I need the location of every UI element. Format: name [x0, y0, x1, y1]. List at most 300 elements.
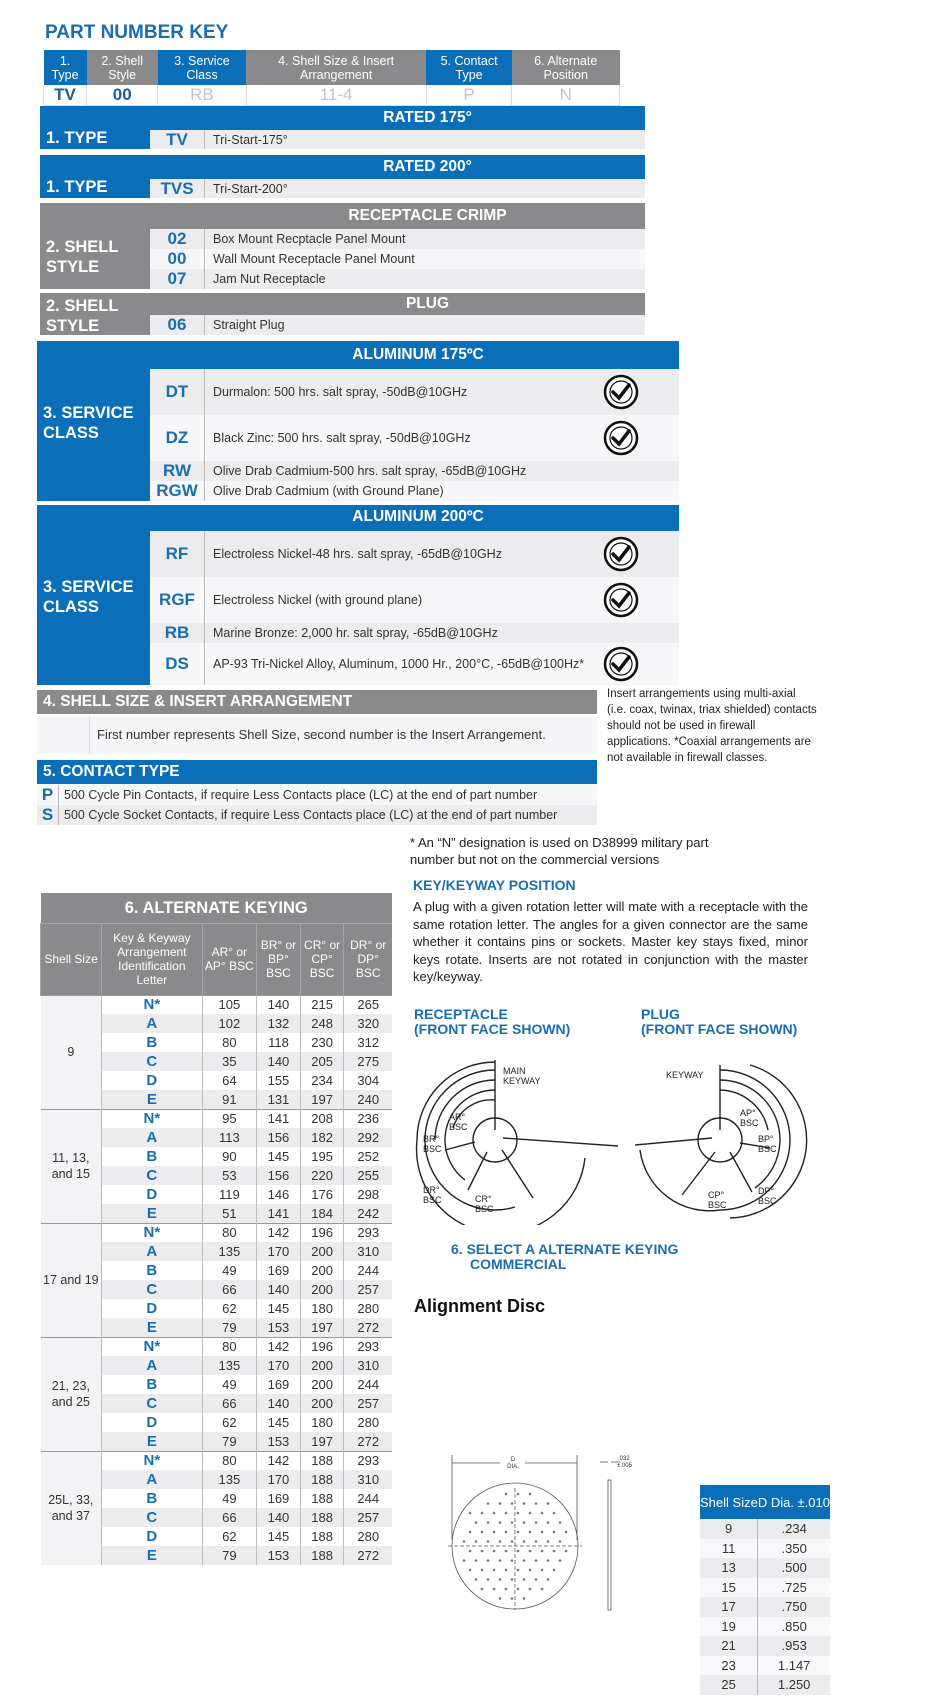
keying-letter: N* [102, 1223, 202, 1242]
keying-angle: 195 [300, 1147, 344, 1166]
disc-hole [535, 1559, 538, 1562]
keying-letter: B [102, 1147, 202, 1166]
keying-angle: 140 [257, 995, 301, 1014]
keying-letter: A [102, 1014, 202, 1033]
disc-hole [559, 1521, 562, 1524]
keying-angle: 140 [257, 1052, 301, 1071]
disc-hole [505, 1512, 508, 1515]
label-line: 3. SERVICE [43, 404, 134, 422]
disc-hole [517, 1569, 520, 1572]
diagram-label: BSC [758, 1196, 777, 1206]
code-value: RW [150, 461, 205, 481]
keying-letter: B [102, 1261, 202, 1280]
disc-hole [553, 1512, 556, 1515]
keying-angle: 275 [344, 1052, 392, 1071]
disc-hole [493, 1588, 496, 1591]
label-line: CLASS [43, 424, 99, 442]
disc-row [700, 1539, 830, 1559]
disc-diameter: 1.250 [758, 1675, 830, 1695]
rohs-check-icon [603, 646, 639, 682]
keying-angle: 234 [300, 1071, 344, 1090]
diagram-label: BSC [423, 1195, 442, 1205]
keying-angle: 293 [344, 1337, 392, 1356]
disc-hole [499, 1578, 502, 1581]
disc-shell-size: 25 [700, 1675, 758, 1695]
disc-hole [565, 1531, 568, 1534]
pnk-column-header: 1. Type [44, 50, 87, 85]
section-label: 1. TYPE [46, 129, 108, 147]
disc-hole [469, 1512, 472, 1515]
diagram-label: DR° [423, 1185, 440, 1195]
disc-shell-size: 19 [700, 1617, 758, 1637]
label-line: STYLE [46, 258, 100, 276]
keying-angle: 230 [300, 1033, 344, 1052]
contact-description: 500 Cycle Pin Contacts, if require Less Contacts place (LC) at the end of part number [64, 788, 538, 802]
disc-hole [469, 1569, 472, 1572]
thickness-label: ±.005 [617, 1463, 632, 1469]
dimension-label: DIA. [507, 1464, 519, 1470]
keying-angle: 135 [202, 1356, 257, 1375]
disc-hole [475, 1578, 478, 1581]
shell-size-group: 21, 23, and 25 [41, 1337, 102, 1451]
keying-angle: 280 [344, 1527, 392, 1546]
keying-angle: 320 [344, 1014, 392, 1033]
keying-angle: 248 [300, 1014, 344, 1033]
keying-angle: 293 [344, 1451, 392, 1470]
disc-hole [511, 1559, 514, 1562]
keying-angle: 176 [300, 1185, 344, 1204]
code-description: Tri-Start-200° [213, 181, 288, 196]
alignment-disc-title: Alignment Disc [414, 1296, 546, 1316]
keying-column-header: BR° or BP° BSC [257, 923, 301, 995]
keying-title: 6. ALTERNATE KEYING [41, 893, 393, 923]
code-row [150, 415, 679, 461]
diagram-label: BSC [708, 1200, 727, 1210]
label-line: 2. SHELL [46, 297, 119, 315]
alignment-disc-drawing [440, 1450, 610, 1620]
keying-angle: 142 [257, 1451, 301, 1470]
title-line: PLUG [641, 1006, 680, 1022]
disc-hole [517, 1493, 520, 1496]
section-label [46, 237, 118, 277]
code-row [150, 269, 645, 289]
title-line: RECEPTACLE [414, 1006, 508, 1022]
keying-angle: 240 [344, 1090, 392, 1109]
shell-size-body [37, 716, 597, 754]
label-line: STYLE [46, 317, 100, 335]
disc-diameter: .234 [758, 1519, 830, 1539]
disc-hole [541, 1588, 544, 1591]
keying-letter: N* [102, 1337, 202, 1356]
disc-hole [481, 1569, 484, 1572]
keying-angle: 220 [300, 1166, 344, 1185]
keying-angle: 62 [202, 1299, 257, 1318]
disc-hole [547, 1559, 550, 1562]
keying-angle: 188 [300, 1527, 344, 1546]
keying-angle: 66 [202, 1394, 257, 1413]
keying-angle: 135 [202, 1470, 257, 1489]
keying-letter: C [102, 1394, 202, 1413]
keying-letter: A [102, 1242, 202, 1261]
contact-type-rows [37, 785, 597, 825]
keying-angle: 304 [344, 1071, 392, 1090]
keying-angle: 156 [257, 1128, 301, 1147]
code-row [150, 179, 645, 198]
disc-diameter: .750 [758, 1597, 830, 1617]
keying-row [41, 1337, 393, 1356]
disc-hole [505, 1531, 508, 1534]
code-description: Box Mount Recptacle Panel Mount [213, 232, 406, 246]
keying-angle: 272 [344, 1318, 392, 1337]
keying-angle: 145 [257, 1413, 301, 1432]
keying-column-header: AR° or AP° BSC [202, 923, 257, 995]
keying-angle: 244 [344, 1489, 392, 1508]
disc-hole [553, 1531, 556, 1534]
disc-hole [481, 1531, 484, 1534]
keying-angle: 272 [344, 1546, 392, 1565]
keying-angle: 257 [344, 1280, 392, 1299]
keying-angle: 53 [202, 1166, 257, 1185]
keying-angle: 153 [257, 1318, 301, 1337]
keying-letter: N* [102, 1109, 202, 1128]
disc-hole [487, 1559, 490, 1562]
diagram-label: BSC [758, 1144, 777, 1154]
diagram-label: AR° [449, 1112, 466, 1122]
keying-angle: 66 [202, 1280, 257, 1299]
disc-hole [553, 1550, 556, 1553]
keying-angle: 180 [300, 1299, 344, 1318]
disc-shell-size: 15 [700, 1578, 758, 1598]
keying-row [41, 1451, 393, 1470]
disc-hole [529, 1588, 532, 1591]
keying-angle: 64 [202, 1071, 257, 1090]
keying-angle: 197 [300, 1090, 344, 1109]
disc-hole [535, 1502, 538, 1505]
code-description: Straight Plug [213, 318, 285, 332]
code-description: Durmalon: 500 hrs. salt spray, -50dB@10GHz [213, 385, 468, 399]
keying-angle: 310 [344, 1470, 392, 1489]
keying-angle: 310 [344, 1356, 392, 1375]
pnk-column-header: 2. Shell Style [87, 50, 158, 85]
disc-hole [523, 1502, 526, 1505]
disc-hole [547, 1502, 550, 1505]
code-row [150, 623, 679, 643]
shell-size-text: First number represents Shell Size, second number is the Insert Arrangement. [97, 727, 546, 742]
disc-hole [469, 1550, 472, 1553]
keying-angle: 188 [300, 1451, 344, 1470]
keying-column-header: Key & Keyway Arrangement Identification Letter [102, 923, 202, 995]
disc-row [700, 1558, 830, 1578]
disc-hole [499, 1540, 502, 1543]
code-description: Tri-Start-175° [213, 132, 288, 147]
disc-hole [541, 1569, 544, 1572]
keying-angle: 188 [300, 1470, 344, 1489]
disc-hole [517, 1550, 520, 1553]
diagram-label: BSC [423, 1144, 442, 1154]
keying-angle: 170 [257, 1470, 301, 1489]
diagram-label: BR° [423, 1134, 440, 1144]
keying-angle: 131 [257, 1090, 301, 1109]
disc-row [700, 1617, 830, 1637]
disc-shell-size: 9 [700, 1519, 758, 1539]
receptacle-keying-diagram [405, 1050, 625, 1225]
label-line: CLASS [43, 598, 99, 616]
keying-angle: 200 [300, 1394, 344, 1413]
diagram-label: KEYWAY [503, 1076, 541, 1086]
disc-hole [481, 1588, 484, 1591]
keying-column-header: CR° or CP° BSC [300, 923, 344, 995]
receptacle-diagram-title [414, 1007, 570, 1037]
pnk-column-value: N [512, 85, 620, 106]
disc-side-view [600, 1450, 640, 1620]
keying-angle: 95 [202, 1109, 257, 1128]
keying-angle: 135 [202, 1242, 257, 1261]
keying-angle: 188 [300, 1508, 344, 1527]
disc-hole [511, 1578, 514, 1581]
code-value: DZ [150, 415, 205, 461]
keying-angle: 141 [257, 1109, 301, 1128]
disc-diameter: .350 [758, 1539, 830, 1559]
keying-angle: 298 [344, 1185, 392, 1204]
disc-hole [535, 1578, 538, 1581]
keying-letter: D [102, 1185, 202, 1204]
disc-hole [505, 1588, 508, 1591]
keying-angle: 169 [257, 1375, 301, 1394]
keying-letter: N* [102, 995, 202, 1014]
keying-angle: 197 [300, 1432, 344, 1451]
keying-angle: 292 [344, 1128, 392, 1147]
keying-angle: 145 [257, 1147, 301, 1166]
keying-angle: 169 [257, 1261, 301, 1280]
keying-angle: 244 [344, 1375, 392, 1394]
diagram-label: BSC [740, 1118, 759, 1128]
disc-hole [559, 1540, 562, 1543]
disc-hole [565, 1550, 568, 1553]
contact-code: P [37, 785, 59, 805]
disc-shell-size: 21 [700, 1636, 758, 1656]
disc-hole [541, 1550, 544, 1553]
disc-diameter: 1.147 [758, 1656, 830, 1676]
keying-angle: 265 [344, 995, 392, 1014]
keying-angle: 280 [344, 1299, 392, 1318]
code-value: 00 [150, 249, 205, 269]
disc-hole [475, 1559, 478, 1562]
keying-row [41, 1109, 393, 1128]
disc-row [700, 1578, 830, 1598]
disc-hole [505, 1550, 508, 1553]
keying-angle: 153 [257, 1546, 301, 1565]
code-value: RGF [150, 577, 205, 623]
disc-shell-size: 23 [700, 1656, 758, 1676]
shell-size-group: 25L, 33, and 37 [41, 1451, 102, 1565]
keying-row [41, 1223, 393, 1242]
diagram-label: BSC [449, 1122, 468, 1132]
code-description: Jam Nut Receptacle [213, 272, 326, 286]
disc-diameter: .850 [758, 1617, 830, 1637]
shell-size-group: 11, 13, and 15 [41, 1109, 102, 1223]
type-175-section [40, 106, 645, 149]
code-value: RF [150, 531, 205, 577]
keying-angle: 200 [300, 1242, 344, 1261]
section-label [43, 577, 133, 617]
diagram-label: BP° [758, 1134, 774, 1144]
disc-hole [547, 1540, 550, 1543]
keying-angle: 119 [202, 1185, 257, 1204]
code-row [150, 481, 679, 501]
keying-angle: 140 [257, 1394, 301, 1413]
keying-angle: 169 [257, 1489, 301, 1508]
keying-angle: 35 [202, 1052, 257, 1071]
keying-angle: 244 [344, 1261, 392, 1280]
keying-angle: 79 [202, 1318, 257, 1337]
shell-size-header: 4. SHELL SIZE & INSERT ARRANGEMENT [37, 690, 597, 714]
disc-hole [535, 1540, 538, 1543]
contact-type-row [37, 805, 597, 825]
disc-hole [481, 1512, 484, 1515]
keying-angle: 90 [202, 1147, 257, 1166]
contact-description: 500 Cycle Socket Contacts, if require Less Contacts place (LC) at the end of part number [64, 808, 558, 822]
pnk-column-value: 00 [87, 85, 158, 106]
keying-angle: 257 [344, 1394, 392, 1413]
keying-angle: 102 [202, 1014, 257, 1033]
disc-hole [523, 1559, 526, 1562]
disc-hole [475, 1521, 478, 1524]
section-label [43, 403, 133, 443]
code-value: TV [150, 130, 205, 149]
code-value: RGW [150, 481, 205, 501]
dimension-label: D [510, 1457, 516, 1463]
keying-angle: 132 [257, 1014, 301, 1033]
diagram-label: CP° [708, 1190, 725, 1200]
disc-hole [547, 1521, 550, 1524]
service-175-section [37, 341, 679, 501]
keying-letter: N* [102, 1451, 202, 1470]
disc-hole [529, 1531, 532, 1534]
keying-angle: 312 [344, 1033, 392, 1052]
keying-angle: 180 [300, 1413, 344, 1432]
keying-angle: 62 [202, 1527, 257, 1546]
code-value: 06 [150, 315, 205, 335]
keying-letter: E [102, 1432, 202, 1451]
disc-hole [553, 1569, 556, 1572]
disc-row [700, 1597, 830, 1617]
code-description: Wall Mount Receptacle Panel Mount [213, 252, 415, 266]
diagram-label: AP° [740, 1108, 756, 1118]
keying-letter: B [102, 1375, 202, 1394]
diagram-label: CR° [475, 1194, 492, 1204]
disc-hole [529, 1569, 532, 1572]
keying-letter: C [102, 1508, 202, 1527]
disc-hole [529, 1550, 532, 1553]
n-designation-note: * An “N” designation is used on D38999 military part number but not on the commercial versions [410, 835, 709, 867]
keying-angle: 140 [257, 1280, 301, 1299]
keying-letter: B [102, 1489, 202, 1508]
keying-angle: 196 [300, 1223, 344, 1242]
keying-column-header: Shell Size [41, 923, 102, 995]
disc-hole [499, 1521, 502, 1524]
code-value: RB [150, 623, 205, 643]
keying-angle: 205 [300, 1052, 344, 1071]
disc-hole [505, 1493, 508, 1496]
keying-angle: 310 [344, 1242, 392, 1261]
keying-angle: 170 [257, 1242, 301, 1261]
disc-row [700, 1675, 830, 1695]
keying-angle: 255 [344, 1166, 392, 1185]
diagram-label: KEYWAY [666, 1070, 704, 1080]
shell-receptacle-section [40, 203, 645, 289]
disc-hole [529, 1493, 532, 1496]
keying-letter: D [102, 1071, 202, 1090]
angle-line-a [503, 1138, 618, 1146]
title-line: (FRONT FACE SHOWN) [414, 1021, 571, 1037]
disc-row [700, 1519, 830, 1539]
keying-angle: 257 [344, 1508, 392, 1527]
code-row [150, 461, 679, 481]
diagram-label: MAIN [503, 1066, 526, 1076]
disc-hole [523, 1540, 526, 1543]
keying-angle: 141 [257, 1204, 301, 1223]
part-number-key-table [43, 50, 620, 106]
keying-angle: 142 [257, 1337, 301, 1356]
disc-hole [523, 1578, 526, 1581]
disc-hole [511, 1597, 514, 1600]
disc-hole [523, 1597, 526, 1600]
disc-column-header: Shell Size [700, 1485, 758, 1519]
disc-hole [505, 1569, 508, 1572]
disc-hole [493, 1569, 496, 1572]
part-number-key-title: PART NUMBER KEY [45, 22, 229, 43]
section-label: 1. TYPE [46, 178, 108, 196]
keying-letter: C [102, 1052, 202, 1071]
code-description: Olive Drab Cadmium (with Ground Plane) [213, 484, 444, 498]
code-value: 07 [150, 269, 205, 289]
rohs-check-icon [603, 582, 639, 618]
shell-size-group: 17 and 19 [41, 1223, 102, 1337]
key-position-text: A plug with a given rotation letter will mate with a receptacle with the same rotation letter. The angles for a given connector are the same whether it contains pins or sockets. Master key stays fixed, minor keys rotate. Inserts are not rotated in conjunction with the master key/keyway. [413, 899, 808, 984]
keying-angle: 80 [202, 1337, 257, 1356]
keying-letter: B [102, 1033, 202, 1052]
disc-shell-size: 13 [700, 1558, 758, 1578]
keying-letter: A [102, 1128, 202, 1147]
diagram-label: DP° [758, 1186, 775, 1196]
keying-angle: 236 [344, 1109, 392, 1128]
keying-angle: 188 [300, 1489, 344, 1508]
disc-hole [535, 1521, 538, 1524]
keying-angle: 155 [257, 1071, 301, 1090]
disc-hole [511, 1540, 514, 1543]
disc-shell-size: 11 [700, 1539, 758, 1559]
disc-shell-size: 17 [700, 1597, 758, 1617]
keying-angle: 80 [202, 1451, 257, 1470]
keying-angle: 79 [202, 1546, 257, 1565]
keying-angle: 215 [300, 995, 344, 1014]
disc-hole [517, 1531, 520, 1534]
keying-angle: 62 [202, 1413, 257, 1432]
type-200-section [40, 155, 645, 198]
code-row [150, 130, 645, 149]
disc-hole [469, 1531, 472, 1534]
keying-letter: C [102, 1280, 202, 1299]
thickness-label: .032 [618, 1456, 630, 1462]
code-description: Electroless Nickel (with ground plane) [213, 593, 423, 607]
keying-letter: E [102, 1090, 202, 1109]
disc-hole [499, 1502, 502, 1505]
keying-angle: 146 [257, 1185, 301, 1204]
keying-letter: D [102, 1413, 202, 1432]
pnk-column-value: 11-4 [246, 85, 426, 106]
disc-hole [481, 1550, 484, 1553]
keying-angle: 91 [202, 1090, 257, 1109]
